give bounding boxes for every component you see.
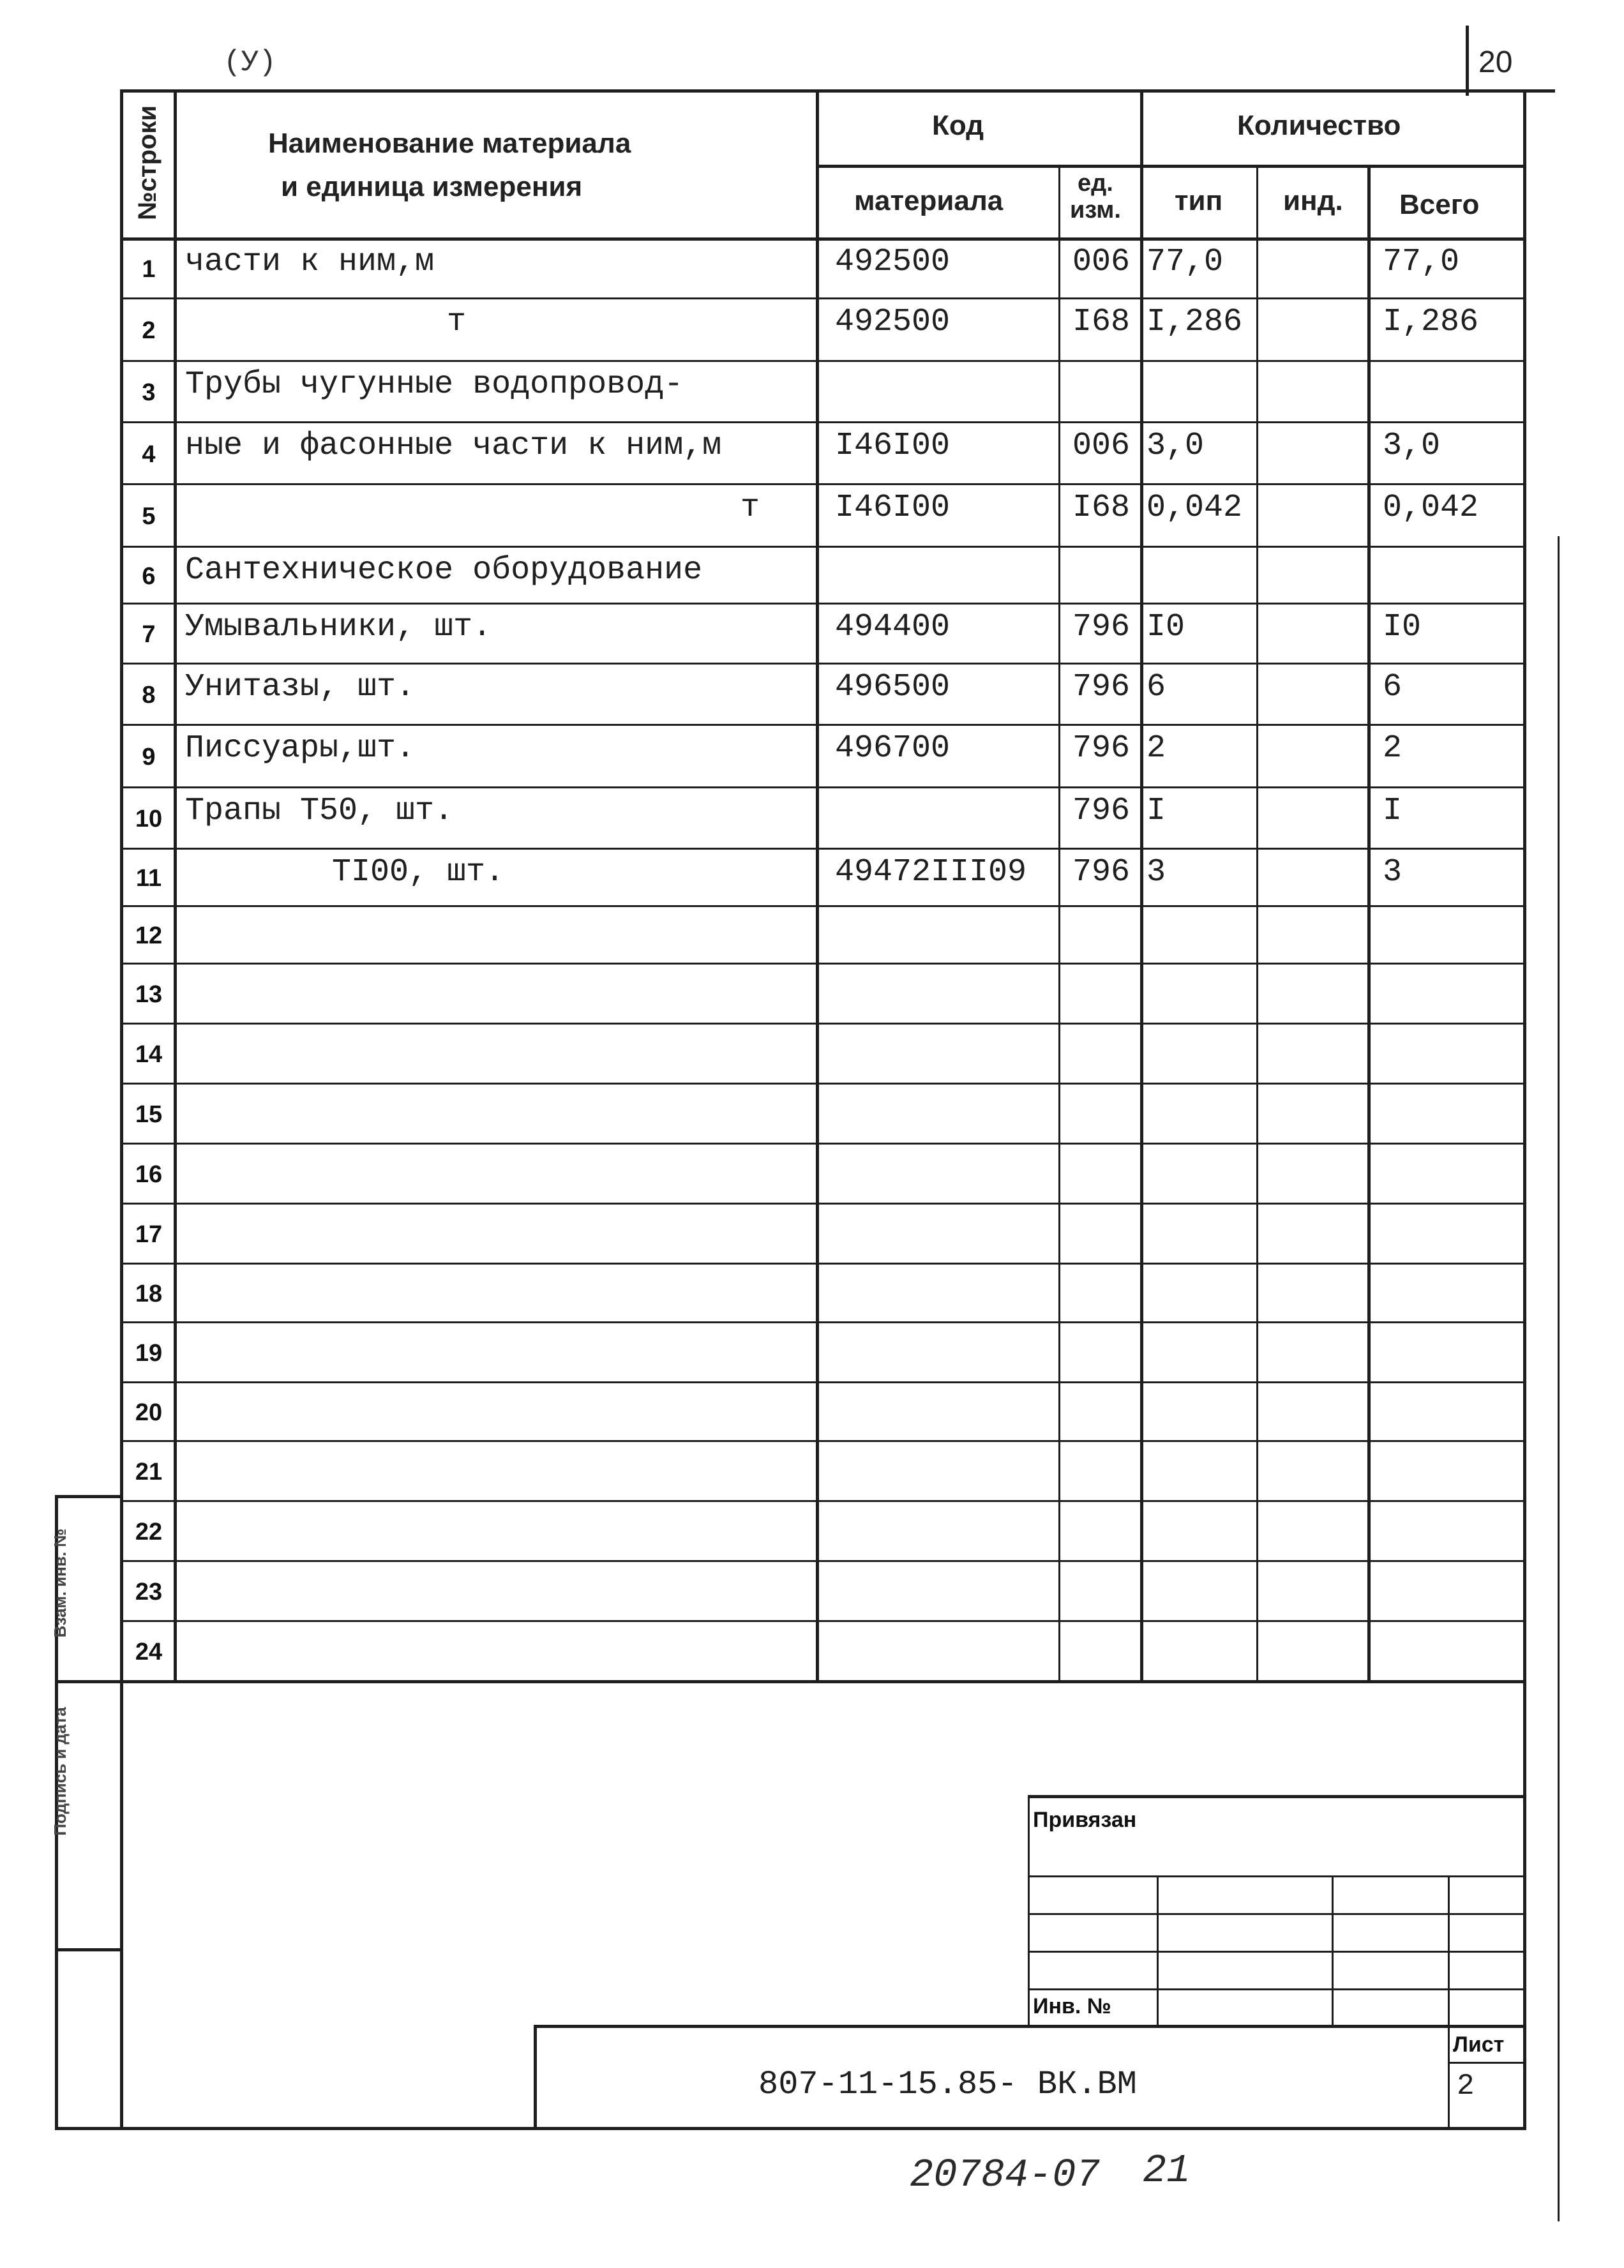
header-total: Всего	[1399, 189, 1480, 220]
archive-number: 20784-07	[910, 2152, 1100, 2198]
row-number: 9	[142, 744, 156, 770]
header-quantity: Количество	[1237, 110, 1401, 141]
cell-name: части к ним,м	[185, 244, 435, 280]
col-divider-ind	[1256, 165, 1258, 1683]
cell-qty-type: 77,0	[1147, 244, 1224, 280]
header-type: тип	[1175, 185, 1223, 216]
stamp-list-value: 2	[1457, 2069, 1475, 2103]
cell-qty-total: 77,0	[1383, 244, 1460, 280]
cell-qty-type: 6	[1147, 669, 1166, 705]
cell-name: Трапы Т50, шт.	[185, 793, 454, 829]
cell-material-code: 494400	[835, 609, 951, 645]
row-divider	[121, 360, 1526, 362]
row-number: 21	[135, 1459, 163, 1485]
row-number: 6	[142, 562, 156, 590]
stamp-inv-no: Инв. №	[1033, 1994, 1111, 2018]
table-right-border	[1523, 89, 1526, 2130]
row-divider	[121, 1023, 1526, 1025]
row-divider	[121, 786, 1526, 788]
right-margin-line	[1558, 536, 1560, 2221]
row-divider	[121, 546, 1526, 548]
cell-qty-total: I,286	[1383, 304, 1479, 340]
row-divider	[121, 1560, 1526, 1562]
stamp-line-4	[1028, 1988, 1526, 1990]
row-divider	[121, 1083, 1526, 1085]
cell-qty-total: 3,0	[1383, 428, 1441, 464]
stamp-line-2	[1028, 1913, 1526, 1915]
row-divider	[121, 421, 1526, 423]
cell-name: Унитазы, шт.	[185, 669, 416, 705]
row-divider	[121, 1263, 1526, 1265]
header-unit-line1: ед.	[1078, 170, 1113, 197]
row-number: 5	[142, 503, 156, 530]
cell-unit-code: 796	[1072, 609, 1131, 645]
cell-name: т	[447, 304, 467, 340]
row-number: 20	[135, 1399, 163, 1426]
cell-unit-code: 796	[1072, 793, 1131, 829]
cell-unit-code: 006	[1072, 428, 1131, 464]
row-number: 11	[135, 865, 162, 892]
cell-name: Сантехническое оборудование	[185, 552, 703, 589]
header-name-line2: и единица измерения	[281, 171, 583, 202]
header-name-line1: Наименование материала	[268, 128, 631, 159]
cell-material-code: I46I00	[835, 428, 951, 464]
col-divider-qty	[1140, 89, 1143, 1683]
row-divider	[121, 848, 1526, 850]
cell-name: т	[741, 490, 760, 526]
row-number: 15	[135, 1101, 163, 1128]
header-unit-line2: изм.	[1070, 197, 1121, 223]
row-divider	[121, 603, 1526, 605]
cell-qty-type: I	[1147, 793, 1166, 829]
cell-qty-type: 3	[1147, 854, 1166, 890]
cell-qty-type: I,286	[1147, 304, 1243, 340]
stamp-vline-c	[1332, 1875, 1334, 2027]
cell-name: Умывальники, шт.	[185, 609, 492, 645]
row-divider	[121, 1620, 1526, 1622]
cell-material-code: I46I00	[835, 490, 951, 526]
cell-material-code: 492500	[835, 304, 951, 340]
header-material: материала	[854, 185, 1004, 216]
cell-name: ТI00, шт.	[332, 854, 505, 890]
row-number: 8	[142, 682, 156, 709]
stamp-line-3	[1028, 1951, 1526, 1953]
cell-unit-code: 796	[1072, 669, 1131, 705]
row-number: 10	[135, 806, 163, 832]
row-divider	[121, 1500, 1526, 1502]
col-divider-total	[1367, 165, 1371, 1683]
cell-material-code: 49472III09	[835, 854, 1027, 890]
page-number: 20	[1478, 45, 1513, 79]
stamp-vline-d	[1448, 1875, 1450, 2129]
row-number: 16	[135, 1161, 163, 1188]
cell-qty-type: 2	[1147, 730, 1166, 767]
margin-label-bottom: Подпись и дата	[50, 1707, 70, 1836]
cell-name: Трубы чугунные водопровод-	[185, 366, 684, 403]
row-number: 1	[142, 256, 156, 283]
stamp-main-top	[535, 2025, 1526, 2028]
header-code-divider	[817, 165, 1526, 168]
row-divider	[121, 1143, 1526, 1145]
header-code: Код	[932, 110, 984, 141]
row-number: 7	[142, 621, 156, 648]
col-divider-unit	[1058, 165, 1060, 1683]
row-divider	[121, 297, 1526, 299]
stamp-list-label: Лист	[1453, 2032, 1505, 2057]
table-bottom-border	[57, 1680, 1526, 1683]
cell-qty-total: 3	[1383, 854, 1402, 890]
margin-label-top: Взам. инв. №	[50, 1528, 70, 1638]
cell-qty-total: 0,042	[1383, 490, 1479, 526]
row-divider	[121, 1203, 1526, 1205]
row-number: 3	[142, 379, 156, 406]
row-divider	[121, 905, 1526, 907]
row-divider	[121, 963, 1526, 965]
row-divider	[121, 483, 1526, 485]
stamp-line-1	[1028, 1875, 1526, 1877]
row-number: 23	[135, 1579, 163, 1605]
cell-qty-total: I0	[1383, 609, 1422, 645]
cell-qty-type: I0	[1147, 609, 1185, 645]
cell-material-code: 492500	[835, 244, 951, 280]
row-divider	[121, 663, 1526, 665]
row-number: 19	[135, 1340, 163, 1367]
row-number: 18	[135, 1280, 163, 1307]
row-number: 14	[135, 1041, 163, 1068]
cell-unit-code: 006	[1072, 244, 1131, 280]
row-divider	[121, 1381, 1526, 1383]
row-number: 4	[142, 440, 156, 468]
col-divider-code	[816, 89, 819, 1683]
row-divider	[121, 1321, 1526, 1323]
archive-sheet: 21	[1143, 2148, 1191, 2193]
cell-qty-total: 2	[1383, 730, 1402, 767]
cell-unit-code: I68	[1072, 304, 1131, 340]
stamp-vline-b	[1157, 1875, 1159, 2027]
row-number: 17	[135, 1221, 163, 1248]
page-number-divider	[1466, 26, 1469, 96]
cell-unit-code: 796	[1072, 854, 1131, 890]
stamp-vline-a	[1028, 1795, 1030, 2027]
header-row-number: №строки	[133, 105, 162, 220]
cell-qty-type: 0,042	[1147, 490, 1243, 526]
cell-material-code: 496700	[835, 730, 951, 767]
revision-mark: (У)	[223, 46, 276, 79]
cell-material-code: 496500	[835, 669, 951, 705]
row-number: 12	[135, 922, 163, 949]
row-divider	[121, 724, 1526, 726]
row-number: 24	[135, 1639, 163, 1665]
cell-name: ные и фасонные части к ним,м	[185, 428, 722, 464]
row-number: 13	[135, 981, 163, 1008]
stamp-privyazan: Привязан	[1033, 1808, 1137, 1832]
cell-qty-total: 6	[1383, 669, 1402, 705]
row-number: 2	[142, 317, 156, 344]
cell-unit-code: I68	[1072, 490, 1131, 526]
row-divider	[121, 1440, 1526, 1442]
document-designation: 807-11-15.85- ВК.ВМ	[758, 2066, 1137, 2103]
header-bottom-border	[121, 237, 1526, 241]
table-top-border	[121, 89, 1526, 93]
stamp-bottom-line	[55, 2127, 1526, 2130]
stamp-main-left	[534, 2025, 537, 2129]
row-number: 22	[135, 1519, 163, 1545]
header-ind: инд.	[1283, 185, 1343, 216]
margin-line-mid	[55, 1948, 121, 1951]
cell-qty-total: I	[1383, 793, 1402, 829]
cell-qty-type: 3,0	[1147, 428, 1205, 464]
cell-unit-code: 796	[1072, 730, 1131, 767]
stamp-top-line	[1028, 1795, 1526, 1798]
cell-name: Писсуары,шт.	[185, 730, 416, 767]
stamp-list-divider	[1448, 2062, 1526, 2064]
